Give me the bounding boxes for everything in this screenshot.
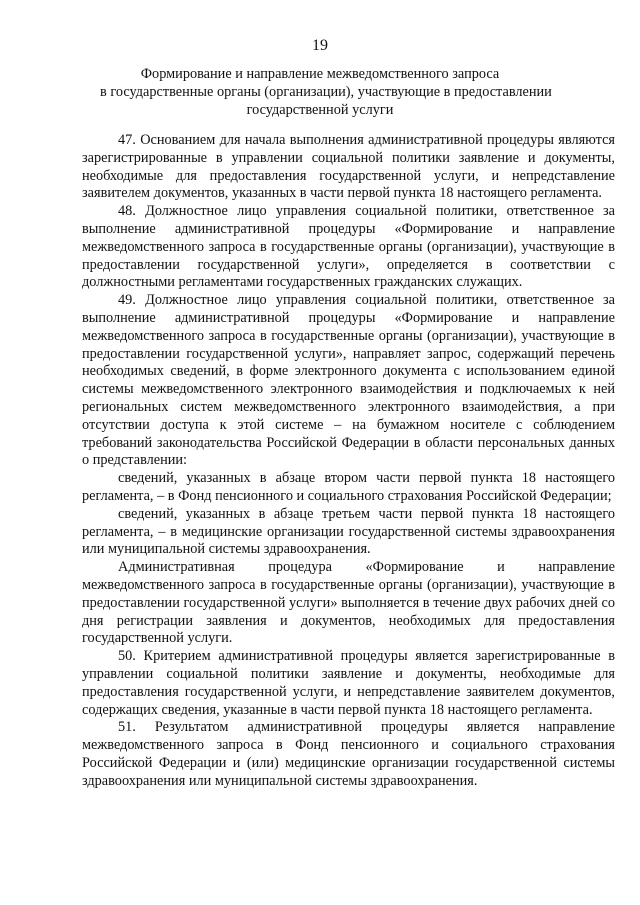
paragraph-50: 50. Критерием административной процедуры является зарегистрированные в управлении социальной политики заявление и документы, необходимые для предоставления государственной услуги, и непредставление заявителем документов, содержащих сведения, указанные в части первой пункта 18 настоящего регламента. <box>82 648 615 718</box>
section-title-line: государственной услуги <box>246 102 394 118</box>
paragraph-48: 48. Должностное лицо управления социальной политики, ответственное за выполнение административной процедуры «Формирование и направление межведомственного запроса в государственные органы (организации), участвующие в предоставлении государственной услуги», определяется в соответствии с должностными регламентами государственных гражданских служащих. <box>82 203 615 291</box>
paragraph-49: 49. Должностное лицо управления социальной политики, ответственное за выполнение административной процедуры «Формирование и направление межведомственного запроса в государственные органы (организации), участвующие в предоставлении государственной услуги», направляет запрос, содержащий перечень необходимых сведений, в форме электронного документа с использованием единой системы межведомственного электронного взаимодействия и подключаемых к ней региональных систем межведомственного электронного взаимодействия, а при отсутствии доступа к этой системе – на бумажном носителе с соблюдением требований законодательства Российской Федерации в области персональных данных о представлении: <box>82 292 615 469</box>
section-title <box>100 65 552 119</box>
section-title-line: в государственные органы (организации), участвующие в предоставлении <box>100 84 552 100</box>
paragraph-49-item-1: сведений, указанных в абзаце втором части первой пункта 18 настоящего регламента, – в Фонд пенсионного и социального страхования Российской Федерации; <box>82 470 615 504</box>
paragraph-51: 51. Результатом административной процедуры является направление межведомственного запроса в Фонд пенсионного и социального страхования Российской Федерации и (или) медицинские организации государственной системы здравоохранения или муниципальной системы здравоохранения. <box>82 719 615 789</box>
paragraph-49-item-2: сведений, указанных в абзаце третьем части первой пункта 18 настоящего регламента, – в медицинские организации государственной системы здравоохранения или муниципальной системы здравоохранения. <box>82 505 615 558</box>
section-title-line: Формирование и направление межведомственного запроса <box>140 66 500 82</box>
paragraph-49-deadline: Административная процедура «Формирование и направление межведомственного запроса в государственные органы (организации), участвующие в предоставлении государственной услуги» выполняется в течение двух рабочих дней со дня регистрации заявления и документов, необходимых для предоставления государственной услуги. <box>82 559 615 647</box>
document-body <box>82 132 615 790</box>
paragraph-47: 47. Основанием для начала выполнения административной процедуры являются зарегистрированные в управлении социальной политики заявление и документы, необходимые для предоставления государственной услуги, и непредставление заявителем документов, указанных в части первой пункта 18 настоящего регламента. <box>82 132 615 202</box>
page-number: 19 <box>312 37 328 54</box>
